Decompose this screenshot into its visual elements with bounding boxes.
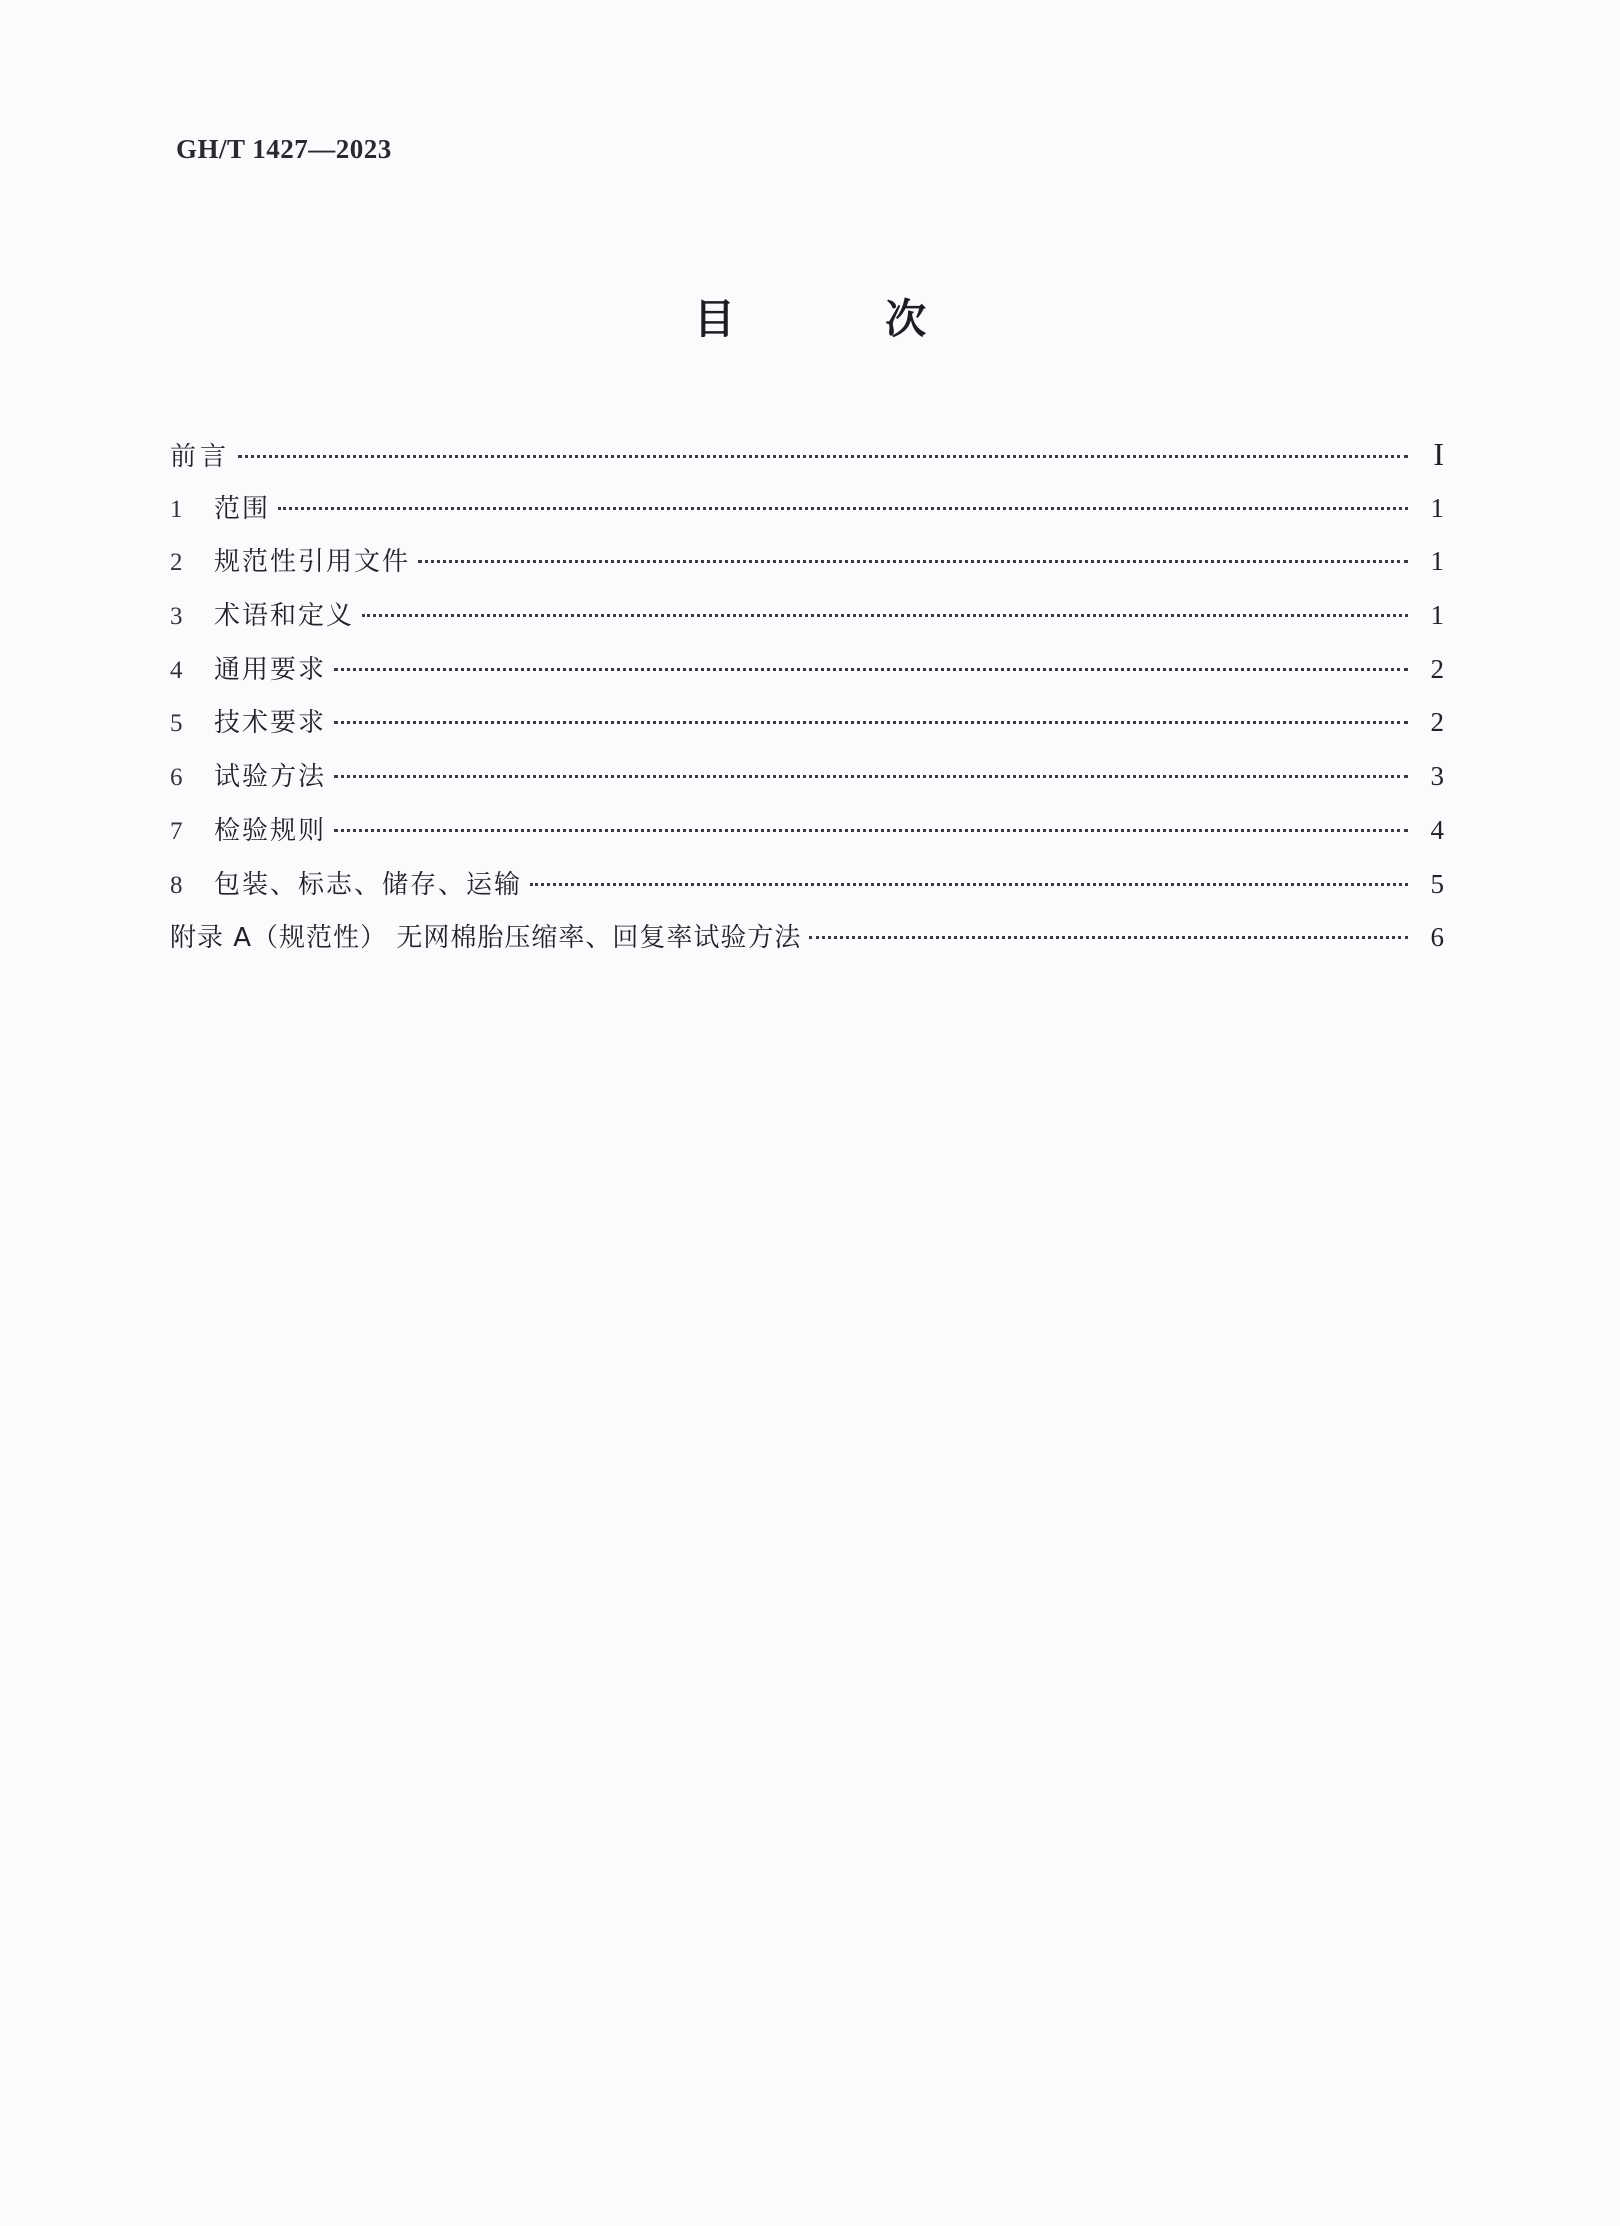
toc-leader-dots (334, 668, 1408, 671)
toc-entry-number: 4 (170, 656, 183, 684)
toc-leader-dots (278, 507, 1408, 510)
toc-entry-label: 通用要求 (214, 654, 327, 685)
toc-leader-dots (334, 721, 1408, 724)
toc-entry-page: 4 (1430, 814, 1444, 845)
toc-entry-page: 1 (1430, 600, 1444, 631)
toc-entry-page: 5 (1430, 868, 1444, 899)
toc-leader-dots (334, 775, 1408, 778)
toc-entry-scope[interactable] (170, 482, 1444, 536)
toc-entry-number: 5 (170, 710, 183, 738)
toc-entry-number: 3 (170, 603, 183, 631)
toc-title-text: 目 次 (693, 295, 995, 343)
toc-title (0, 286, 1620, 345)
toc-entry-number: 6 (170, 764, 183, 792)
toc-entry-page: 1 (1430, 492, 1444, 523)
toc-leader-dots (238, 455, 1408, 458)
toc-entry-page: 1 (1430, 546, 1444, 577)
toc-entry-label: 前言 (170, 442, 231, 472)
toc-entry-number: 2 (170, 549, 183, 577)
toc-entry-page: 6 (1430, 922, 1444, 953)
toc-entry-label: 术语和定义 (214, 601, 355, 632)
toc-entry-packaging[interactable] (170, 858, 1444, 912)
toc-leader-dots (334, 829, 1408, 832)
toc-entry-label: 范围 (214, 493, 271, 524)
toc-entry-label: 检验规则 (214, 815, 327, 846)
standard-number: GH/T 1427—2023 (176, 134, 392, 164)
toc-entry-test-methods[interactable] (170, 750, 1444, 804)
toc-entry-page: 3 (1430, 761, 1444, 792)
toc-entry-number: 7 (170, 817, 183, 845)
toc-entry-foreword[interactable] (170, 428, 1444, 482)
toc-leader-dots (809, 936, 1408, 939)
toc-entry-label: 包装、标志、储存、运输 (214, 869, 523, 900)
toc-entry-number: 8 (170, 871, 183, 899)
toc-entry-label: 试验方法 (214, 762, 327, 793)
toc-entry-page: I (1433, 436, 1444, 472)
toc-entry-label: 规范性引用文件 (214, 547, 411, 578)
toc-entry-inspection-rules[interactable] (170, 804, 1444, 858)
toc-entry-normative-references[interactable] (170, 535, 1444, 589)
toc-entry-terms-definitions[interactable] (170, 589, 1444, 643)
toc-entry-label: 技术要求 (214, 708, 327, 739)
toc-entry-technical-requirements[interactable] (170, 696, 1444, 750)
table-of-contents (170, 428, 1444, 965)
toc-leader-dots (418, 560, 1408, 563)
toc-entry-general-requirements[interactable] (170, 643, 1444, 697)
toc-entry-annex-a[interactable] (170, 911, 1444, 965)
toc-entry-number: 1 (170, 495, 183, 523)
toc-entry-label: 附录 A（规范性） 无网棉胎压缩率、回复率试验方法 (170, 923, 802, 954)
toc-leader-dots (530, 883, 1408, 886)
toc-leader-dots (362, 614, 1408, 617)
toc-entry-page: 2 (1430, 653, 1444, 684)
toc-entry-page: 2 (1430, 707, 1444, 738)
